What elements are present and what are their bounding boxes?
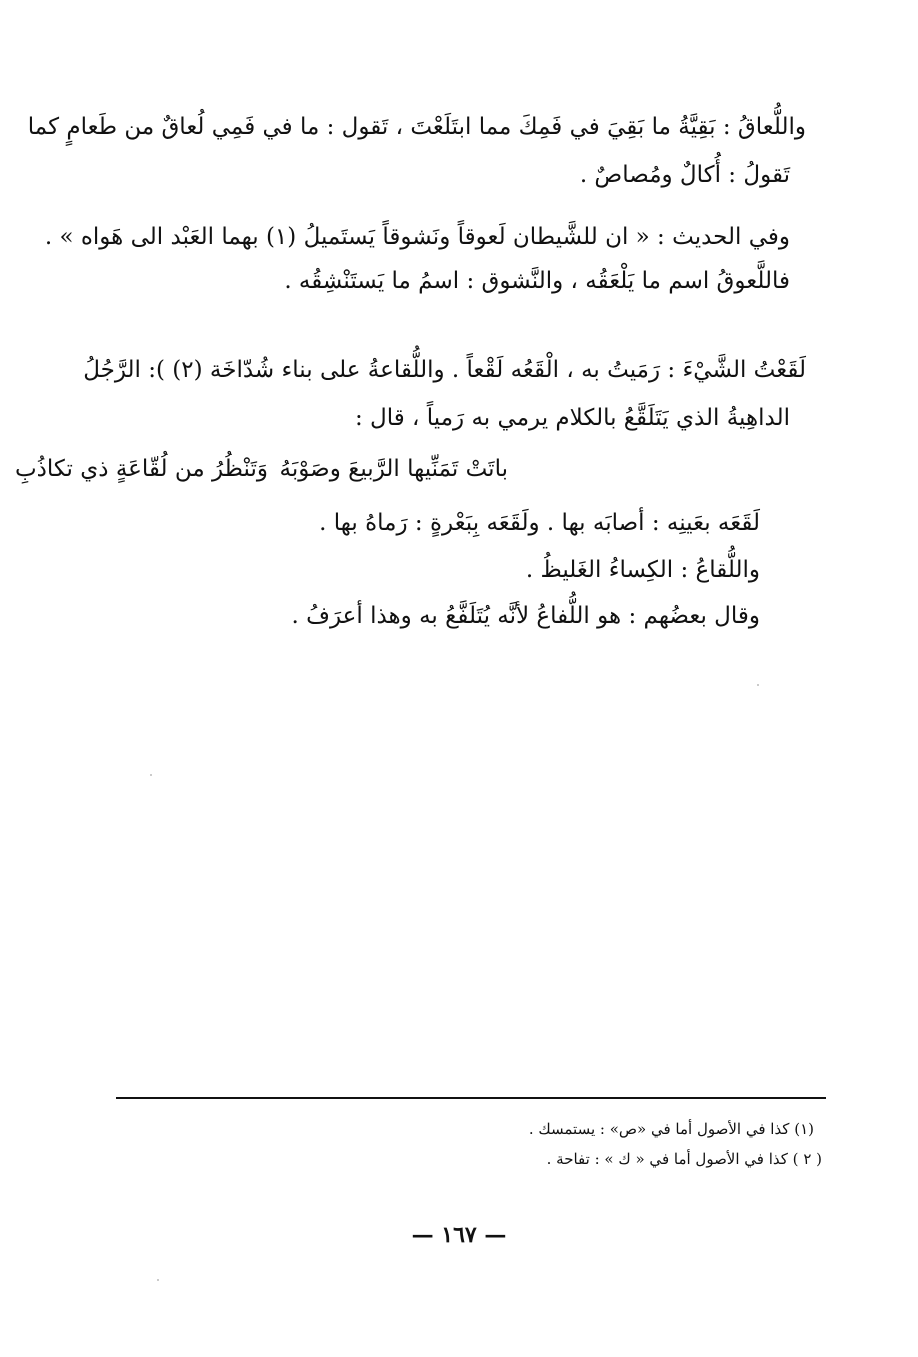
body-line-6: الداهِيةُ الذي يَتَلَقَّعُ بالكلام يرمي به رَمياً ، قال :: [354, 405, 790, 431]
body-line-3: وفي الحديث : « ان للشَّيطان لَعوقاً ونَشوقاً يَستَميلُ (١) بهما العَبْد الى هَواه » .: [44, 224, 790, 250]
body-line-7: لَقَعَه بعَينِه : أصابَه بها . ولَقَعَه بِبَعْرةٍ : رَماهُ بها .: [319, 510, 760, 536]
footnote-2: ( ٢ ) كذا في الأصول أما في « ك » : تفاحة .: [546, 1150, 822, 1168]
scan-speck: [150, 774, 152, 776]
body-line-1: واللُّعاقُ : بَقِيَّةُ ما بَقِيَ في فَمِكَ مما ابتَلَعْتَ ، تَقول : ما في فَمِي لُعاقٌ من طَعامٍ كما: [27, 114, 806, 140]
body-line-9: وقال بعضُهم : هو اللُّفاعُ لأنَّه يُتَلَفَّعُ به وهذا أعرَفُ .: [291, 603, 760, 629]
body-line-2: تَقولُ : أُكالٌ ومُصاصٌ .: [579, 162, 790, 188]
body-line-4: فاللَّعوقُ اسم ما يَلْعَقُه ، والنَّشوق : اسمُ ما يَستَنْشِقُه .: [284, 268, 790, 294]
body-line-8: واللُّقاعُ : الكِساءُ الغَليظُ .: [525, 557, 760, 583]
body-line-5: لَقَعْتُ الشَّيْءَ : رَمَيتُ به ، الْقَعُه لَقْعاً . واللُّقاعةُ على بناء شُدّاخَة (٢) ): الرَّجُلُ: [83, 357, 806, 383]
scan-speck: [157, 1279, 159, 1281]
footnote-1: (١) كذا في الأصول أما في «ص» : يستمسك .: [528, 1120, 814, 1138]
verse-hemistich-first: باتَتْ تَمَنِّيها الرَّبيعَ وصَوْبَهُ: [279, 456, 508, 482]
footnote-separator: [116, 1097, 826, 1099]
verse-hemistich-second: وَتَنْظُرُ من لُقّاعَةٍ ذي تكاذُبِ: [14, 456, 268, 482]
scan-speck: [757, 684, 759, 686]
page-number: — ١٦٧ —: [411, 1222, 507, 1248]
